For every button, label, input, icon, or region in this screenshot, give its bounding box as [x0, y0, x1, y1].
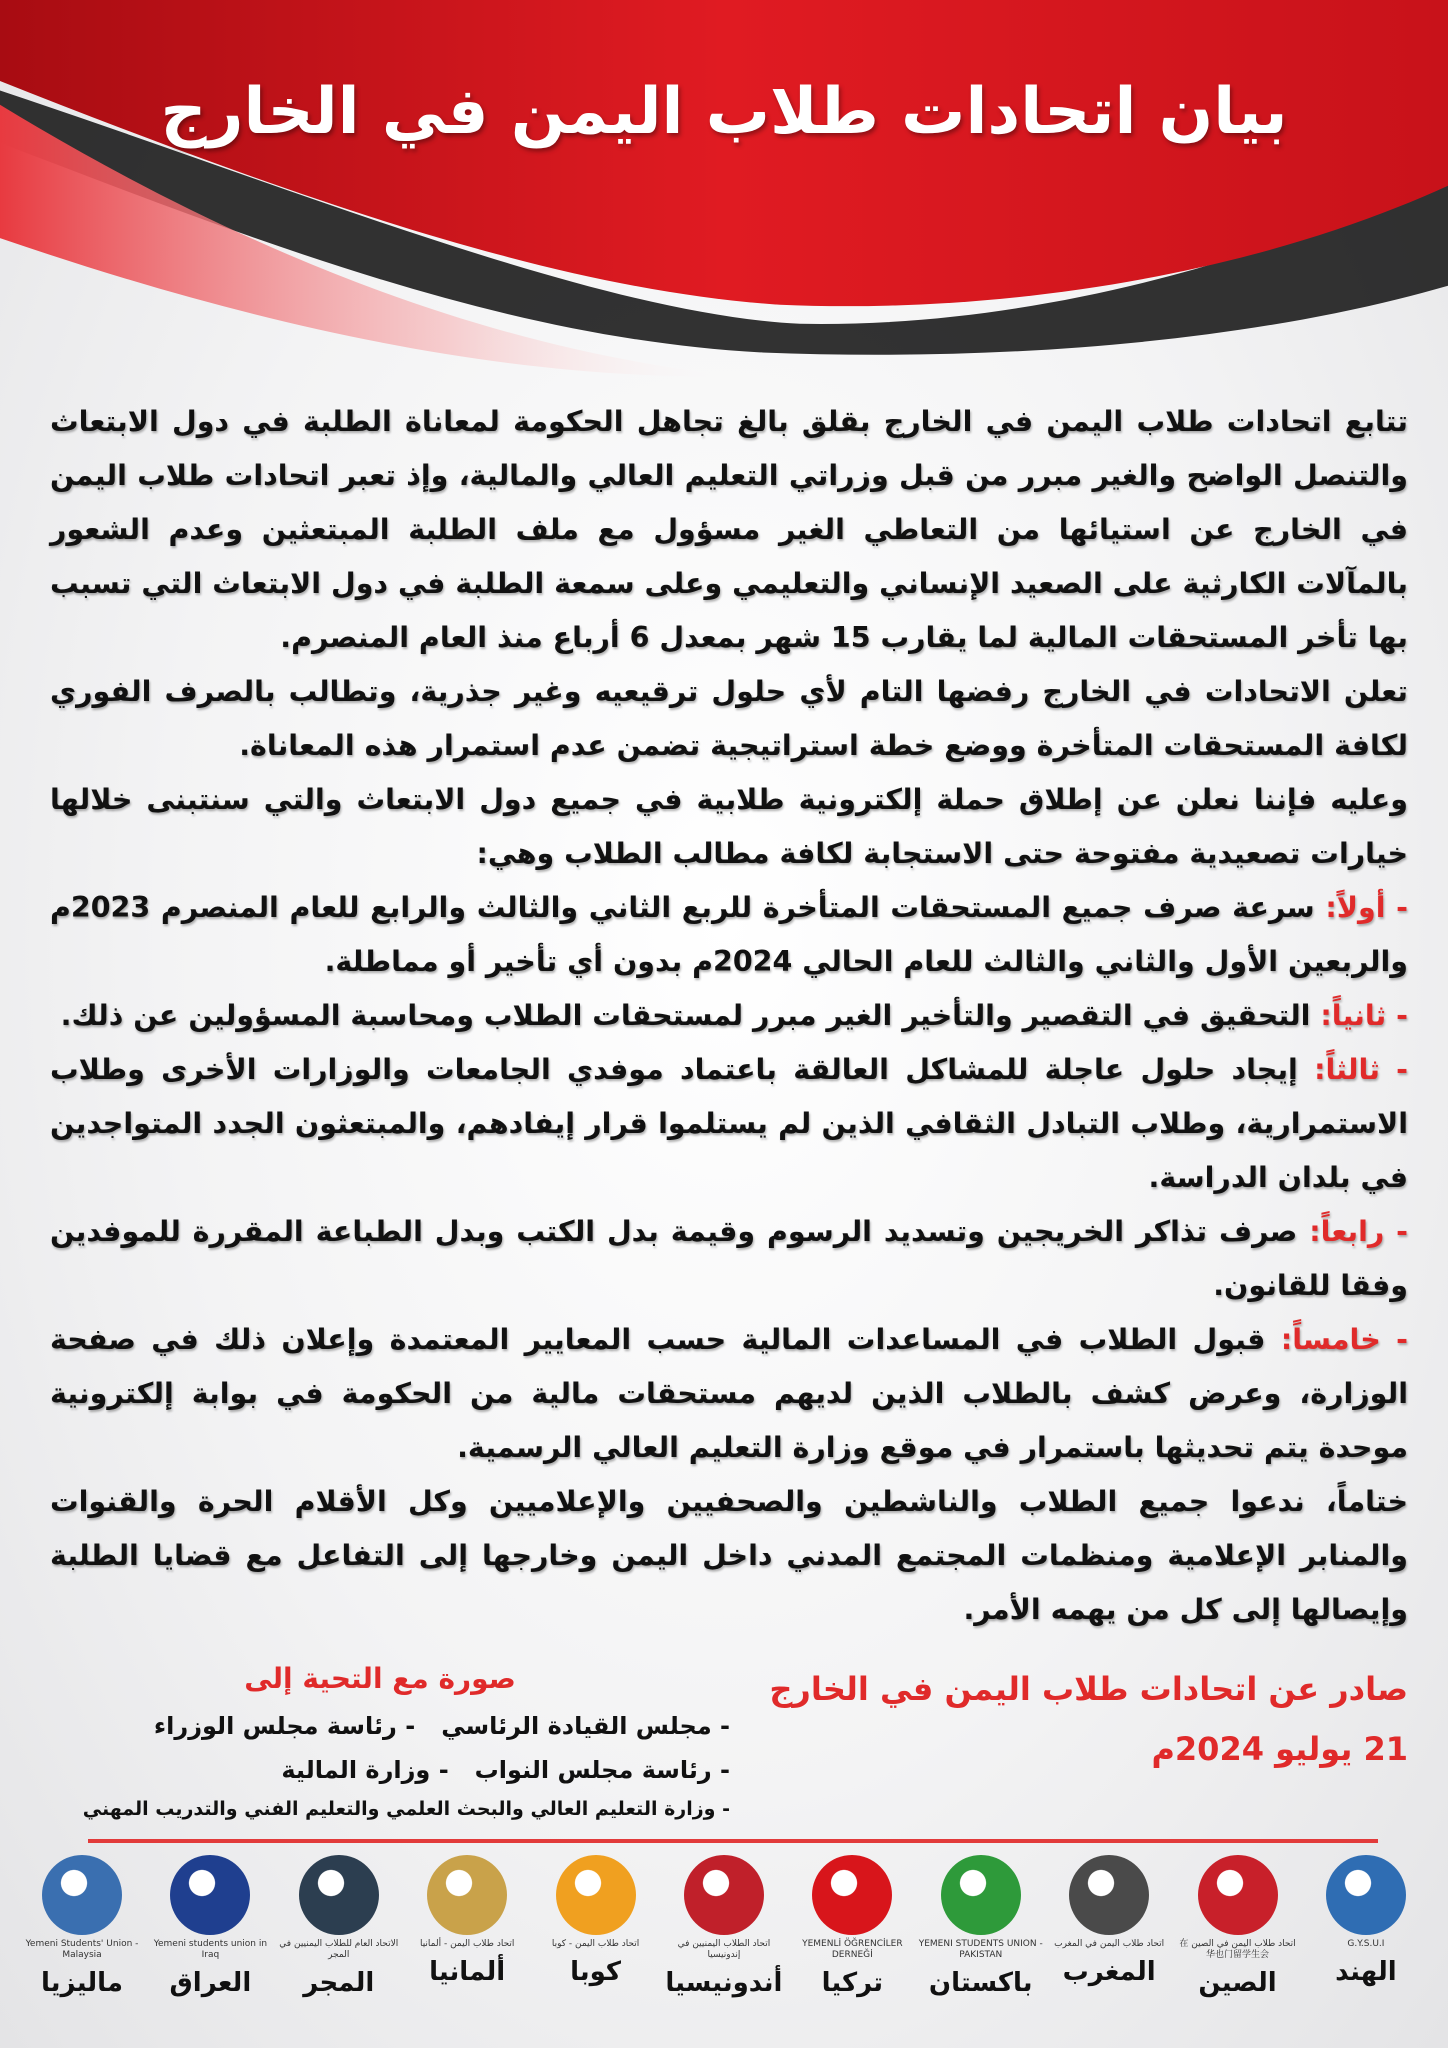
country-name: العراق	[169, 1968, 252, 1998]
union-logo-icon	[427, 1855, 507, 1935]
country-name: أندونيسيا	[665, 1968, 783, 1998]
logo-caption: اتحاد طلاب اليمن في الصين 在华也门留学生会	[1179, 1939, 1296, 1960]
union-logo-icon	[812, 1855, 892, 1935]
logo-caption: اتحاد الطلاب اليمنيين في إندونيسيا	[677, 1939, 771, 1960]
logo-caption: G.Y.S.U.I	[1347, 1939, 1385, 1949]
cc-title: صورة مع التحية إلى	[244, 1662, 516, 1695]
union-logo-item	[919, 1855, 1043, 1999]
demand-text: إيجاد حلول عاجلة للمشاكل العالقة باعتماد موفدي الجامعات والوزارات الأخرى وطلاب الاستمرارية، وطلاب التبادل الثقافي الذين لم يستلموا قرار إيفادهم، والمبتعثون الجدد المتواجدين في بلدان الدراسة.	[50, 1053, 1408, 1194]
union-logo-icon	[299, 1855, 379, 1935]
union-logo-item	[534, 1855, 658, 1988]
union-logo-item	[20, 1855, 144, 1999]
union-logos	[20, 1855, 1428, 1999]
demand-label: - خامساً:	[1280, 1323, 1408, 1356]
logo-caption: اتحاد طلاب اليمن في المغرب	[1054, 1939, 1165, 1949]
cc-item: - مجلس القيادة الرئاسي	[441, 1712, 730, 1740]
demand-item	[50, 1313, 1408, 1475]
union-logo-item	[1304, 1855, 1428, 1988]
union-logo-icon	[556, 1855, 636, 1935]
country-name: الهند	[1335, 1957, 1397, 1987]
union-logo-item	[1047, 1855, 1171, 1988]
demand-item	[50, 1043, 1408, 1205]
logo-caption: اتحاد طلاب اليمن - كوبا	[551, 1939, 640, 1949]
footer	[30, 1659, 1408, 1823]
union-logo-icon	[170, 1855, 250, 1935]
paragraph-closing: ختاماً، ندعوا جميع الطلاب والناشطين والصحفيين والإعلاميين وكل الأقلام الحرة والقنوات والمنابر الإعلامية ومنظمات المجتمع المدني داخل اليمن وخارجها إلى التفاعل مع قضايا الطلبة وإيصالها إلى كل من يهمه الأمر.	[50, 1485, 1408, 1626]
union-logo-item	[405, 1855, 529, 1988]
country-name: ألمانيا	[429, 1957, 506, 1987]
logo-caption: YEMENI STUDENTS UNION - PAKISTAN	[918, 1939, 1043, 1960]
country-name: تركيا	[821, 1968, 884, 1998]
country-name: الصين	[1198, 1968, 1277, 1998]
signature-block	[769, 1659, 1408, 1779]
logo-caption: اتحاد طلاب اليمن - ألمانيا	[419, 1939, 515, 1949]
header-banner	[0, 0, 1448, 400]
cc-item: - وزارة المالية	[281, 1756, 449, 1784]
demand-label: - ثانياً:	[1320, 999, 1408, 1032]
country-name: ماليزيا	[41, 1968, 123, 1998]
country-name: المغرب	[1062, 1957, 1156, 1987]
union-logo-icon	[941, 1855, 1021, 1935]
logo-caption: Yemeni Students' Union - Malaysia	[25, 1939, 139, 1960]
demand-item	[50, 881, 1408, 989]
union-logo-item	[790, 1855, 914, 1999]
union-logo-icon	[684, 1855, 764, 1935]
demand-label: - ثالثاً:	[1314, 1053, 1408, 1086]
union-logo-icon	[42, 1855, 122, 1935]
country-name: كوبا	[570, 1957, 622, 1987]
country-name: المجر	[303, 1968, 375, 1998]
paragraph-rejection: تعلن الاتحادات في الخارج رفضها التام لأي حلول ترقيعيه وغير جذرية، وتطالب بالصرف الفوري لكافة المستحقات المتأخرة ووضع خطة استراتيجية تضمن عدم استمرار هذه المعاناة.	[50, 675, 1408, 762]
logo-caption: Yemeni students union in Iraq	[153, 1939, 268, 1960]
demand-item	[50, 1205, 1408, 1313]
cc-item: - وزارة التعليم العالي والبحث العلمي والتعليم الفني والتدريب المهني	[82, 1798, 730, 1820]
union-logo-item	[277, 1855, 401, 1999]
cc-item: - رئاسة مجلس النواب	[474, 1756, 730, 1784]
union-logo-icon	[1198, 1855, 1278, 1935]
date: 21 يوليو 2024م	[1151, 1730, 1408, 1768]
demand-text: قبول الطلاب في المساعدات المالية حسب المعايير المعتمدة وإعلان ذلك في صفحة الوزارة، وعرض كشف بالطلاب الذين لديهم مستحقات مالية من الحكومة في بوابة إلكترونية موحدة يتم تحديثها باستمرار في موقع وزارة التعليم العالي الرسمية.	[50, 1323, 1408, 1464]
issuer: صادر عن اتحادات طلاب اليمن في الخارج	[769, 1670, 1408, 1708]
demand-text: التحقيق في التقصير والتأخير الغير مبرر لمستحقات الطلاب ومحاسبة المسؤولين عن ذلك.	[60, 999, 1311, 1032]
demand-label: - أولاً:	[1325, 891, 1408, 924]
logo-caption: YEMENLİ ÖĞRENCİLER DERNEĞİ	[802, 1939, 903, 1960]
page-content	[0, 395, 1448, 2048]
union-logo-item	[148, 1855, 272, 1999]
demand-text: سرعة صرف جميع المستحقات المتأخرة للربع الثاني والثالث والرابع للعام المنصرم 2023م والربعين الأول والثاني والثالث للعام الحالي 2024م بدون أي تأخير أو مماطلة.	[50, 891, 1408, 978]
demand-item	[50, 989, 1408, 1043]
paragraph-intro: تتابع اتحادات طلاب اليمن في الخارج بقلق بالغ تجاهل الحكومة لمعاناة الطلبة في دول الابتعاث والتنصل الواضح والغير مبرر من قبل وزراتي التعليم العالي والمالية، وإذ تعبر اتحادات طلاب اليمن في الخارج عن استيائها من التعاطي الغير مسؤول مع ملف الطلبة المبتعثين وعدم الشعور بالمآلات الكارثية على الصعيد الإنساني والتعليمي وعلى سمعة الطلبة في دول الابتعاث التي تسبب بها تأخر المستحقات المالية لما يقارب 15 شهر بمعدل 6 أرباع منذ العام المنصرم.	[50, 405, 1408, 654]
logo-caption: الاتحاد العام للطلاب اليمنيين في المجر	[279, 1939, 399, 1960]
cc-block	[30, 1659, 730, 1823]
union-logo-item	[662, 1855, 786, 1999]
cc-item: - رئاسة مجلس الوزراء	[153, 1712, 416, 1740]
union-logo-item	[1176, 1855, 1300, 1999]
statement-body	[50, 395, 1408, 1637]
country-name: باكستان	[928, 1968, 1033, 1998]
union-logo-icon	[1326, 1855, 1406, 1935]
divider	[88, 1839, 1378, 1843]
page-title: بيان اتحادات طلاب اليمن في الخارج	[160, 75, 1288, 149]
paragraph-campaign: وعليه فإننا نعلن عن إطلاق حملة إلكترونية طلابية في جميع دول الابتعاث والتي سنتبنى خلالها خيارات تصعيدية مفتوحة حتى الاستجابة لكافة مطالب الطلاب وهي:	[50, 783, 1408, 870]
demand-label: - رابعاً:	[1309, 1215, 1408, 1248]
union-logo-icon	[1069, 1855, 1149, 1935]
demand-text: صرف تذاكر الخريجين وتسديد الرسوم وقيمة بدل الكتب وبدل الطباعة المقررة للموفدين وفقا للقانون.	[50, 1215, 1408, 1302]
